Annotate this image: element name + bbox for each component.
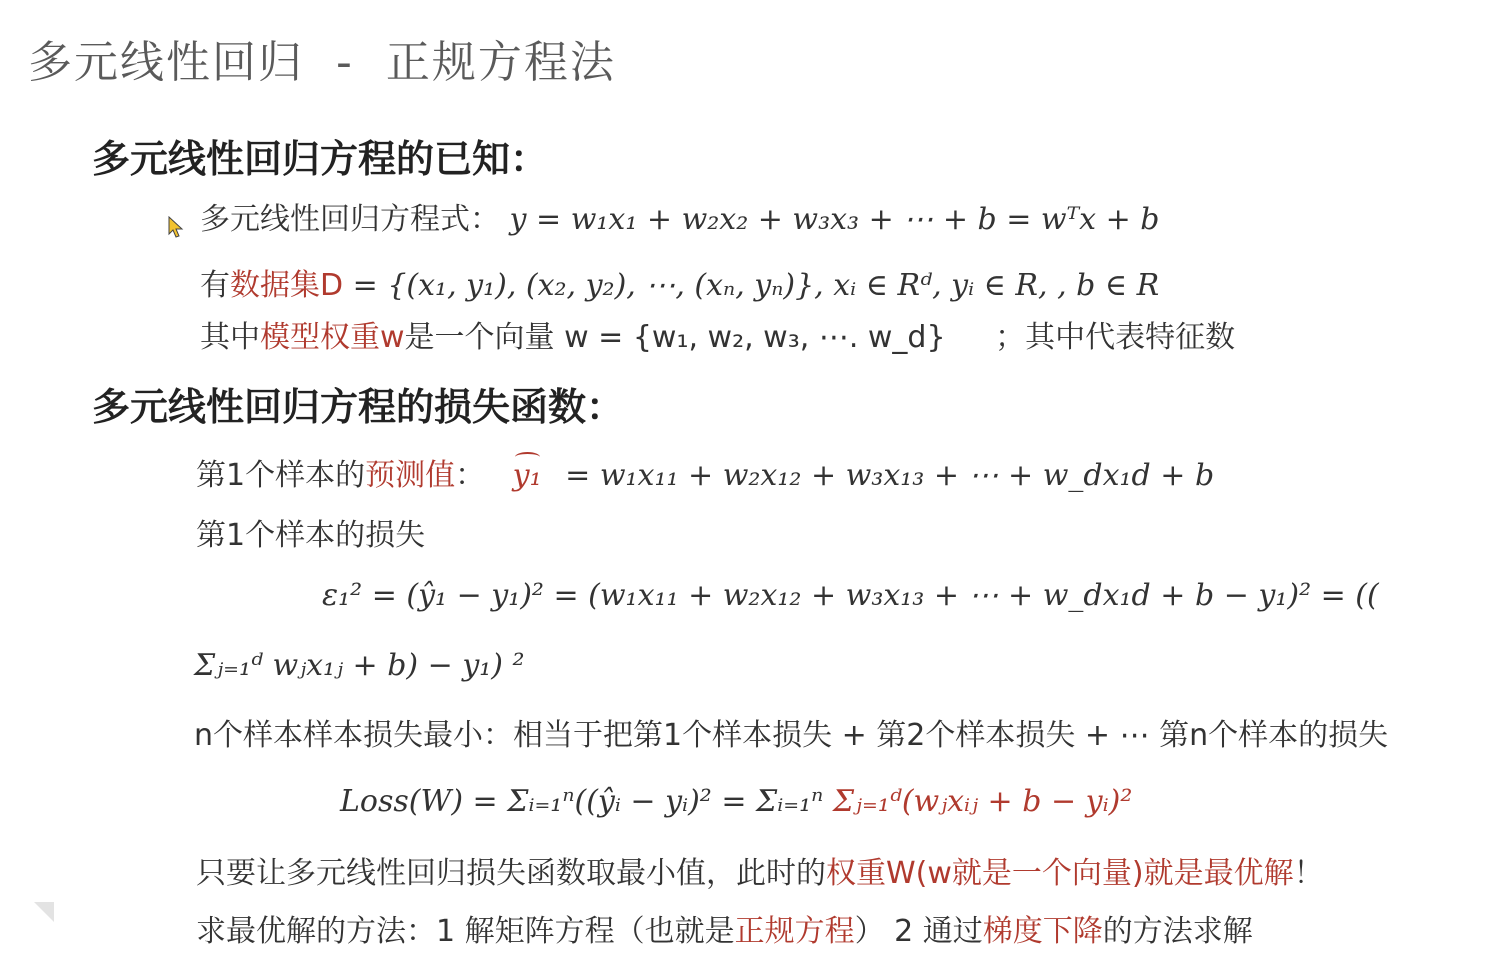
sample-loss-label: 第1个样本的损失 (196, 518, 426, 553)
epsilon-formula: ε₁² = (ŷ₁ − y₁)² = (w₁x₁₁ + w₂x₁₂ + w₃x₁₃ + ⋯ + w_dx₁d + b − y₁)² = (( (322, 578, 1379, 613)
method-red-normal: 正规方程 (734, 914, 855, 949)
n-samples-line: n个样本样本损失最小：相当于把第1个样本损失 + 第2个样本损失 + ⋯ 第n个样本的损失 (194, 718, 1389, 753)
optimal-red: 权重W(w就是一个向量)就是最优解 (826, 856, 1294, 891)
sum-formula: Σⱼ₌₁ᵈ wⱼx₁ⱼ + b) − y₁) ² (194, 648, 525, 683)
weight-term: 模型权重w (260, 320, 405, 355)
corner-triangle-icon (34, 902, 54, 926)
section-heading-loss: 多元线性回归方程的损失函数： (92, 385, 625, 429)
weight-line (200, 312, 1235, 356)
loss-formula-red: Σⱼ₌₁ᵈ(wⱼxᵢⱼ + b − yᵢ)² (832, 784, 1133, 819)
equation-formula: y = w₁x₁ + w₂x₂ + w₃x₃ + ⋯ + b = wᵀx + b (509, 202, 1160, 237)
optimal-prefix: 只要让多元线性回归损失函数取最小值，此时的 (196, 856, 826, 891)
equation-label: 多元线性回归方程式： (200, 202, 500, 237)
dataset-prefix: 有 (200, 268, 230, 303)
weight-formula: 是一个向量 w = {w₁, w₂, w₃, ⋯. w_d} (404, 320, 946, 355)
page-title: 多元线性回归 - 正规方程法 (28, 37, 616, 88)
prediction-prefix: 第1个样本的 (196, 458, 366, 493)
weight-prefix: 其中 (200, 320, 260, 355)
equation-line (200, 194, 1160, 238)
method-prefix: 求最优解的方法：1 解矩阵方程（也就是 (196, 914, 735, 949)
method-mid: ） 2 通过 (854, 914, 983, 949)
method-line (196, 906, 1253, 950)
optimal-line (196, 848, 1324, 892)
prediction-hat-symbol: y₁ (512, 458, 542, 493)
prediction-formula: = w₁x₁₁ + w₂x₁₂ + w₃x₁₃ + ⋯ + w_dx₁d + b (565, 458, 1215, 493)
weight-suffix: ；其中代表特征数 (995, 320, 1236, 355)
prediction-term: 预测值 (365, 458, 456, 493)
loss-formula-lhs: Loss(W) = Σᵢ₌₁ⁿ((ŷᵢ − yᵢ)² = Σᵢ₌₁ⁿ (340, 784, 824, 819)
dataset-term: 数据集D (230, 268, 344, 303)
dataset-line (200, 260, 1159, 304)
section-heading-known: 多元线性回归方程的已知： (92, 137, 549, 181)
dataset-formula: = {(x₁, y₁), (x₂, y₂), ⋯, (xₙ, yₙ)}, xᵢ ∈ Rᵈ, yᵢ ∈ R, , b ∈ R (352, 268, 1160, 303)
method-suffix: 的方法求解 (1102, 914, 1253, 949)
optimal-suffix: ！ (1293, 856, 1324, 891)
prediction-line (196, 450, 1214, 494)
method-red-gradient: 梯度下降 (982, 914, 1103, 949)
loss-formula-line (340, 784, 1132, 819)
prediction-colon: ： (455, 458, 486, 493)
